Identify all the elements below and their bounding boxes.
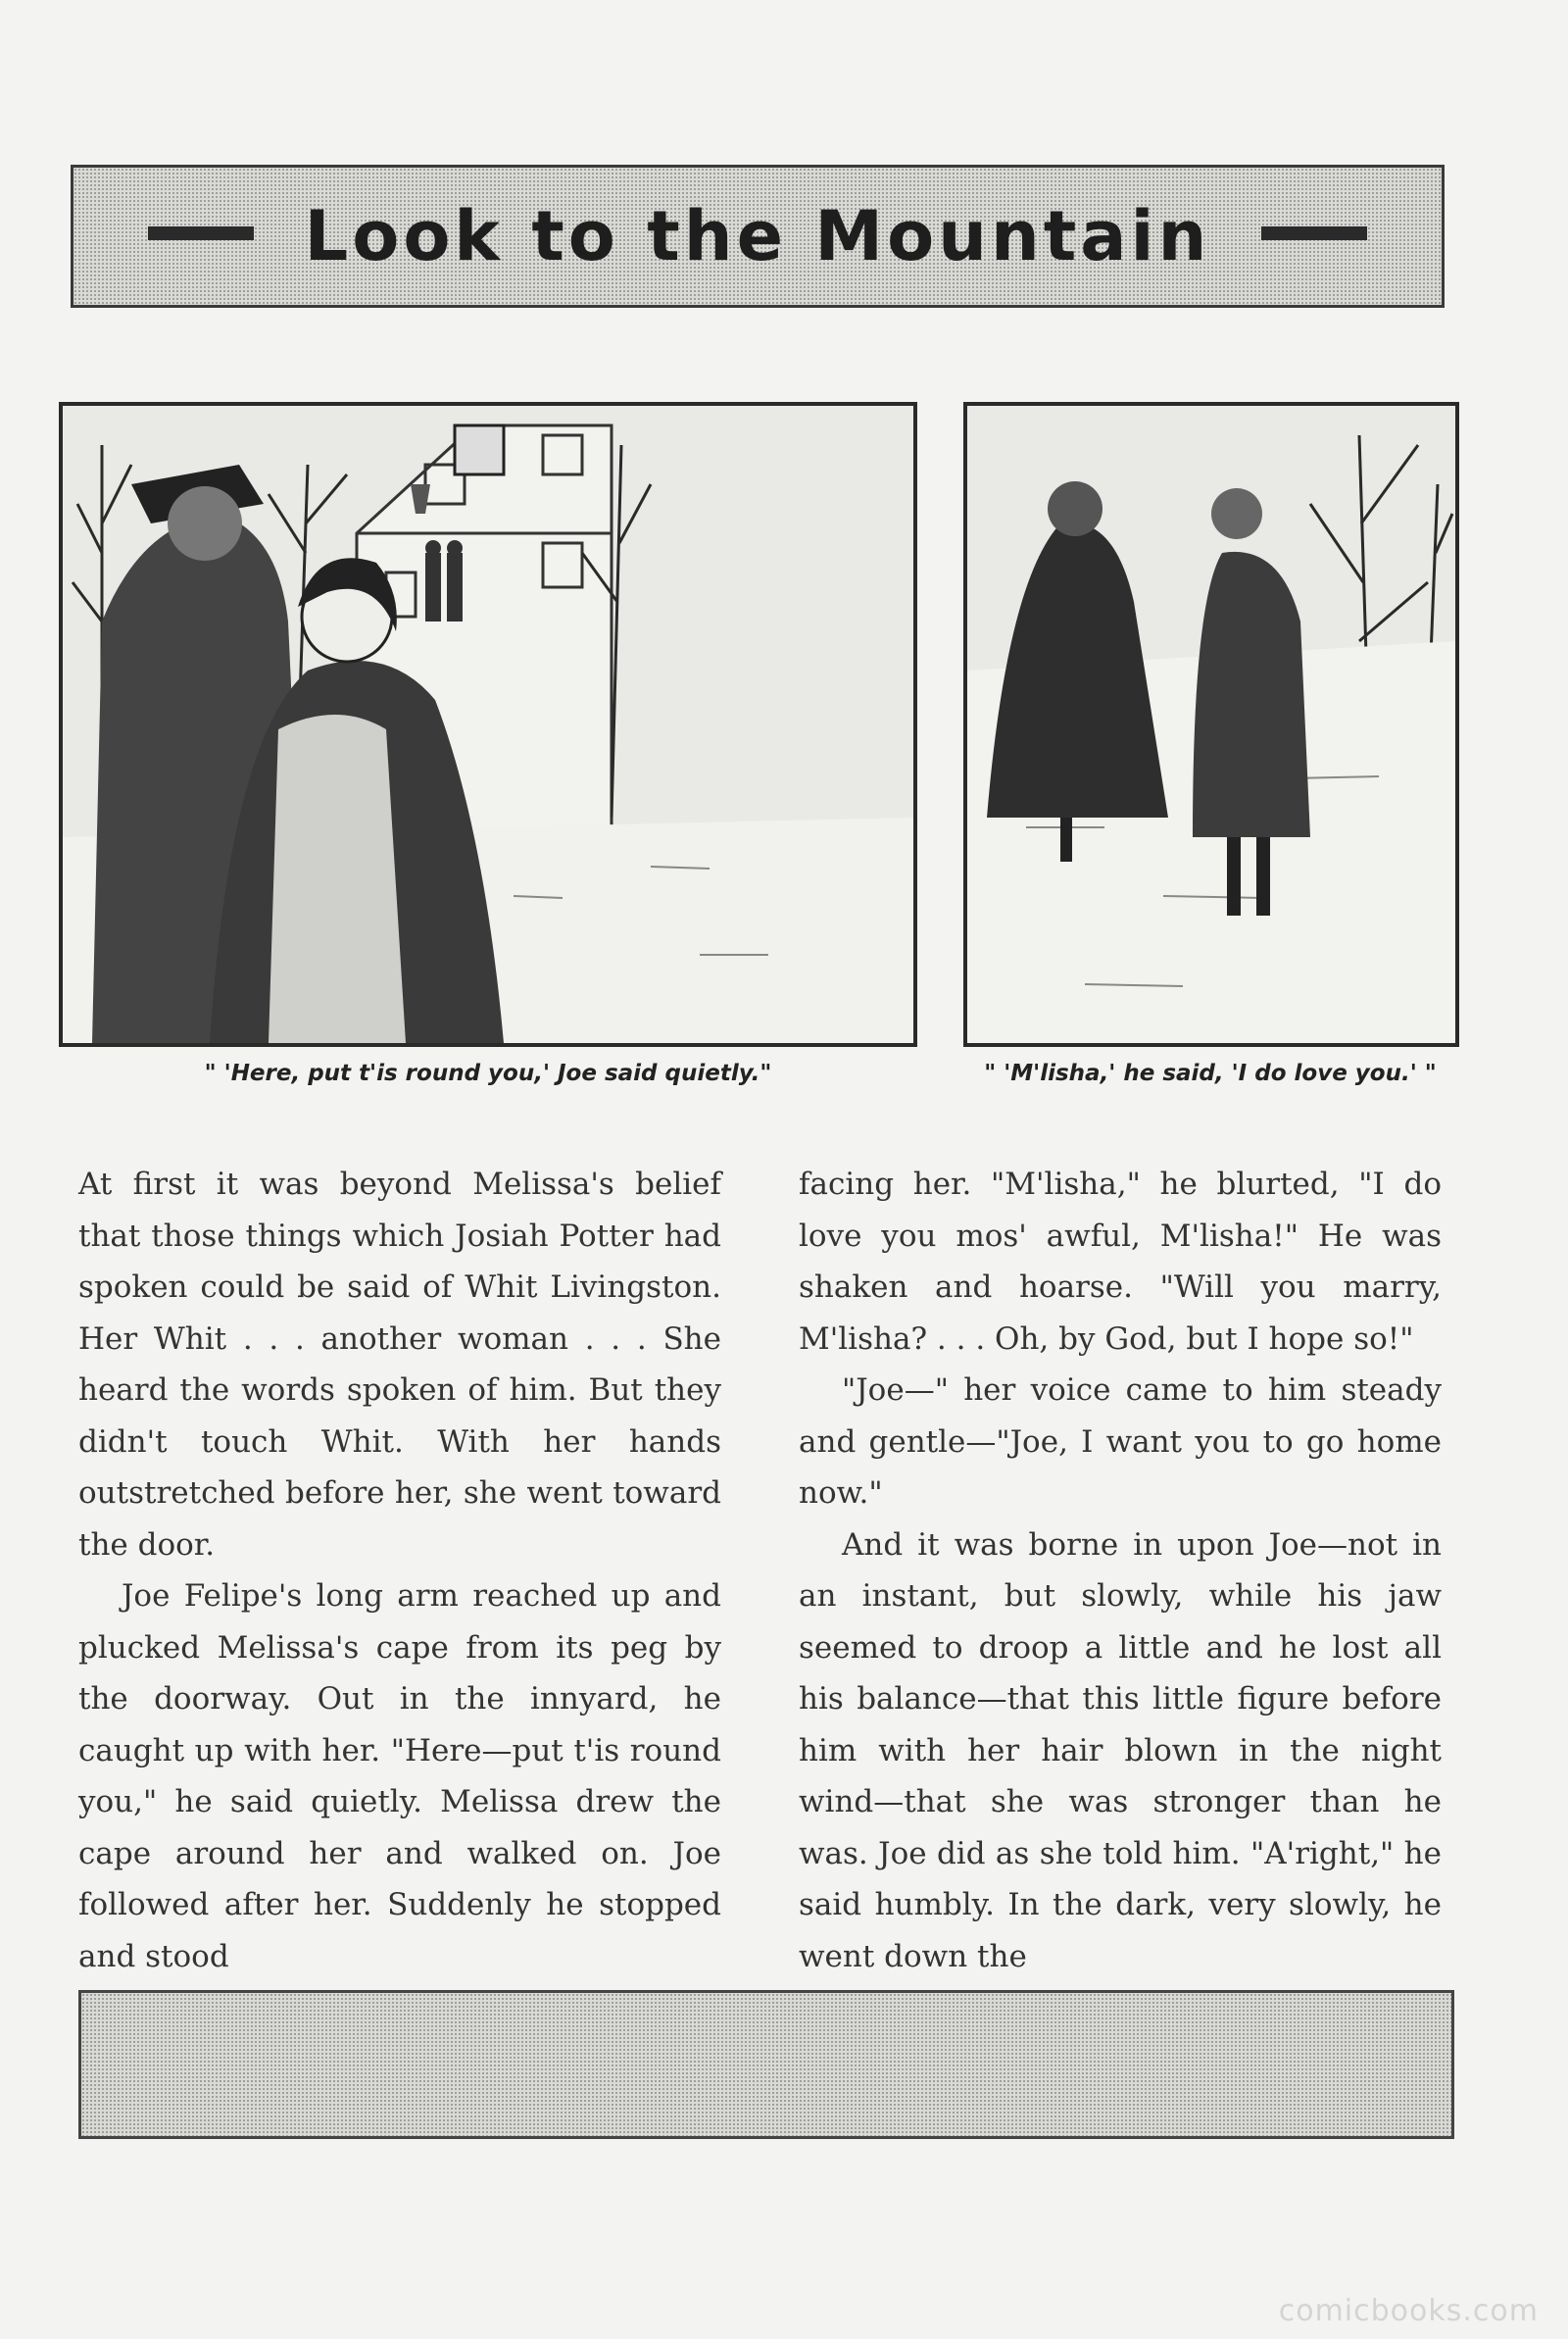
bottom-halftone-box — [78, 1990, 1454, 2139]
paragraph: Joe Felipe's long arm reached up and plucked Melissa's cape from its peg by the doorway. Out in the innyard, he caught up with her. "Here—put t'is round you," he said quietly. Melissa drew the cape around her and walked on. Joe followed after her. Suddenly he stopped and stood — [78, 1578, 721, 1974]
watermark: comicbooks.com — [1278, 2294, 1539, 2328]
paragraph: "Joe—" her voice came to him steady and gentle—"Joe, I want you to go home now." — [799, 1372, 1442, 1511]
text-column-right — [799, 1159, 1442, 1982]
paragraph: At first it was beyond Melissa's belief that those things which Josiah Potter had spoken could be said of Whit Livingston. Her Whit . . . another woman . . . She heard the words spoken of him. But they didn't touch Whit. With her hands outstretched before her, she went toward the door. — [78, 1167, 721, 1563]
illustration-inn-scene — [59, 402, 917, 1047]
illustration-couple-in-snow — [963, 402, 1459, 1047]
paragraph: And it was borne in upon Joe—not in an instant, but slowly, while his jaw seemed to droop a little and he lost all his balance—that this little figure before him with her hair blown in the night wind—that she was stronger than he was. Joe did as she told him. "A'right," he said humbly. In the dark, very slowly, he went down the — [799, 1526, 1442, 1974]
caption-panel-1: " 'Here, put t'is round you,' Joe said quietly." — [204, 1061, 772, 1086]
title-dash-right — [1261, 226, 1367, 240]
text-column-left — [78, 1159, 721, 1982]
page-title: Look to the Mountain — [304, 196, 1211, 276]
title-banner — [71, 165, 1445, 308]
paragraph: facing her. "M'lisha," he blurted, "I do love you mos' awful, M'lisha!" He was shaken and hoarse. "Will you marry, M'lisha? . . . Oh, by God, but I hope so!" — [799, 1167, 1442, 1357]
title-dash-left — [148, 226, 254, 240]
caption-panel-2: " 'M'lisha,' he said, 'I do love you.' " — [984, 1061, 1437, 1086]
